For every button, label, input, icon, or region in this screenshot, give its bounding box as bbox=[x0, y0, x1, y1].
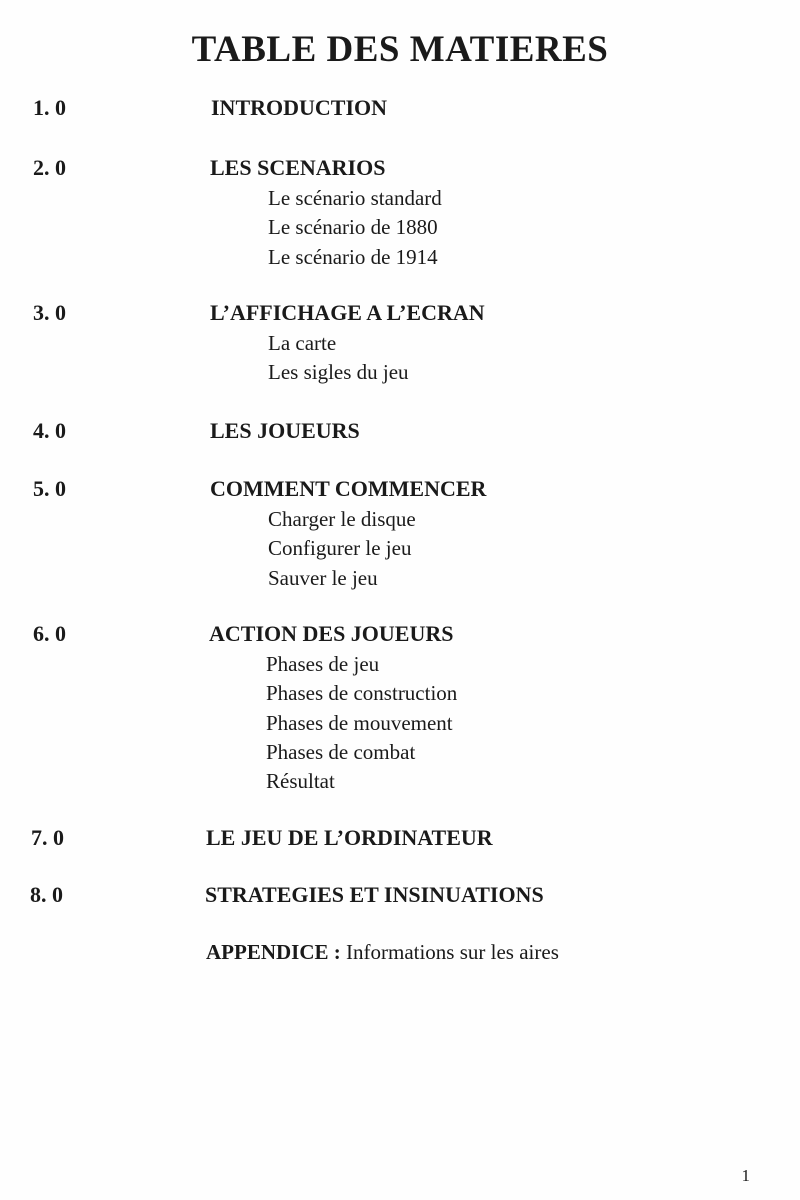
section-number: 3. 0 bbox=[33, 300, 66, 325]
section-number: 7. 0 bbox=[31, 825, 64, 850]
section-heading: INTRODUCTION bbox=[211, 95, 388, 120]
appendix-label: APPENDICE : bbox=[206, 940, 341, 964]
appendix-text: Informations sur les aires bbox=[346, 940, 559, 964]
section-heading: LE JEU DE L’ORDINATEUR bbox=[206, 825, 493, 850]
toc-title: TABLE DES MATIERES bbox=[191, 29, 609, 70]
section-heading: ACTION DES JOUEURS bbox=[209, 621, 454, 646]
section-heading: LES SCENARIOS bbox=[210, 155, 386, 180]
section-heading: L’AFFICHAGE A L’ECRAN bbox=[210, 300, 485, 325]
subsection-item: Sauver le jeu bbox=[268, 565, 378, 590]
section-heading: COMMENT COMMENCER bbox=[210, 476, 487, 501]
subsection-item: La carte bbox=[268, 331, 337, 355]
subsection-item: Charger le disque bbox=[268, 507, 416, 531]
subsection-item: Le scénario de 1914 bbox=[268, 244, 438, 269]
subsection-item: Phases de jeu bbox=[266, 652, 380, 676]
subsection-item: Phases de combat bbox=[266, 739, 416, 764]
subsection-item: Phases de construction bbox=[266, 681, 458, 706]
subsection-item: Les sigles du jeu bbox=[268, 360, 409, 385]
section-number: 4. 0 bbox=[33, 418, 66, 443]
subsection-item: Résultat bbox=[266, 769, 335, 794]
subsection-list bbox=[268, 505, 416, 593]
section-number: 6. 0 bbox=[33, 621, 66, 646]
section-number: 5. 0 bbox=[33, 476, 66, 501]
subsection-item: Le scénario standard bbox=[268, 186, 442, 210]
appendix-entry bbox=[206, 940, 559, 965]
subsection-list bbox=[268, 329, 409, 388]
section-heading: LES JOUEURS bbox=[210, 418, 360, 443]
section-number: 1. 0 bbox=[33, 95, 66, 120]
subsection-item: Phases de mouvement bbox=[266, 710, 453, 735]
section-number: 2. 0 bbox=[33, 155, 66, 180]
subsection-item: Configurer le jeu bbox=[268, 536, 412, 561]
subsection-list bbox=[266, 650, 457, 796]
subsection-item: Le scénario de 1880 bbox=[268, 215, 438, 240]
page-number: 1 bbox=[741, 1166, 750, 1185]
section-number: 8. 0 bbox=[30, 882, 63, 907]
section-heading: STRATEGIES ET INSINUATIONS bbox=[205, 882, 544, 907]
subsection-list bbox=[268, 184, 442, 272]
